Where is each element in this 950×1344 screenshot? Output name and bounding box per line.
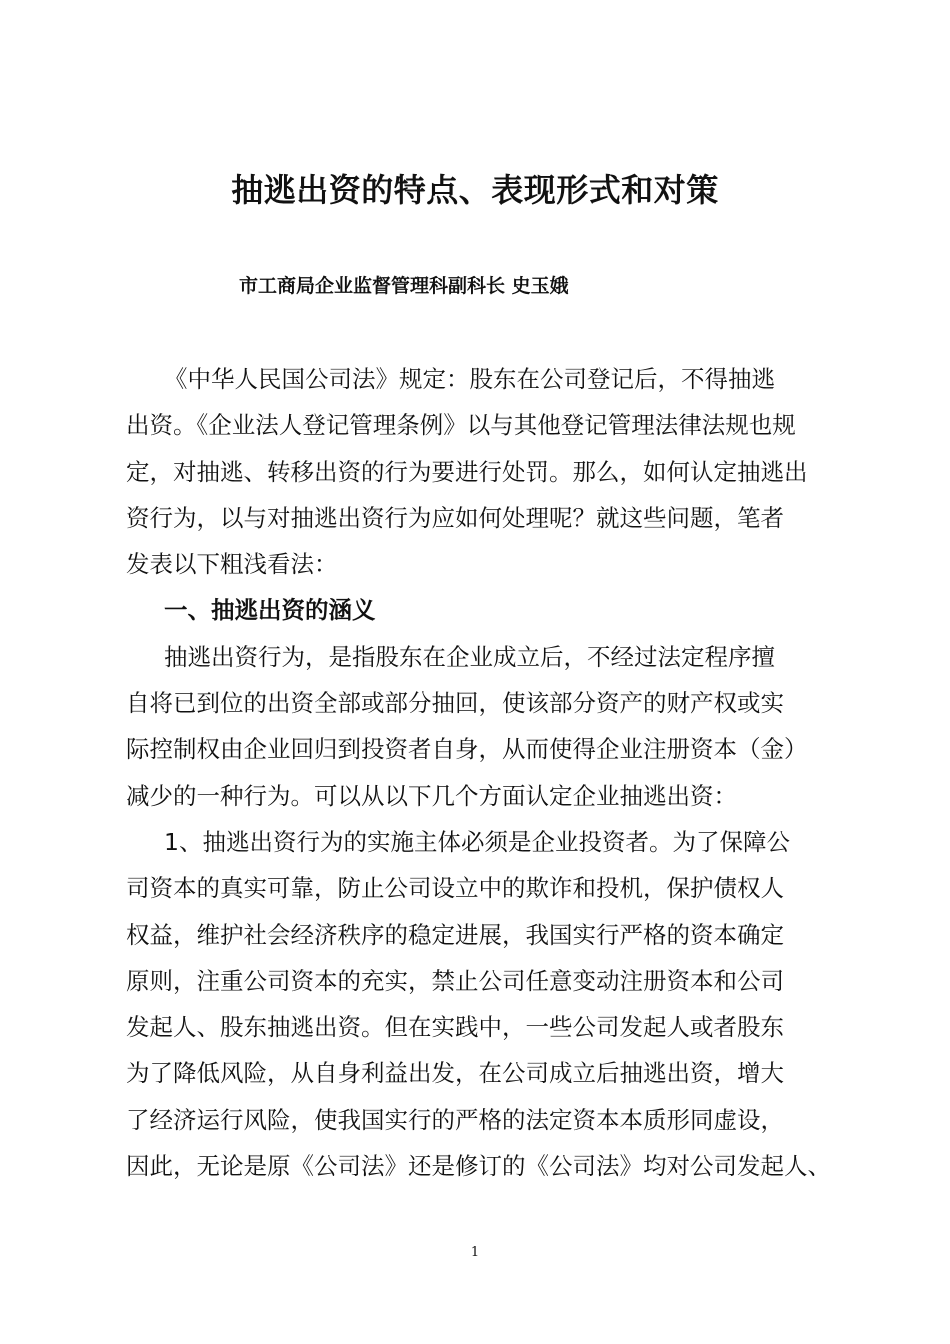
document-title: 抽逃出资的特点、表现形式和对策 xyxy=(231,171,719,209)
paragraph-line: 定，对抽逃、转移出资的行为要进行处罚。那么，如何认定抽逃出 xyxy=(126,457,808,486)
paragraph-line: 减少的一种行为。可以从以下几个方面认定企业抽逃出资： xyxy=(126,781,737,810)
document-body xyxy=(126,356,886,1189)
paragraph-line: 权益，维护社会经济秩序的稳定进展，我国实行严格的资本确定 xyxy=(126,920,784,949)
paragraph-line: 抽逃出资行为，是指股东在企业成立后，不经过法定程序擅 xyxy=(164,642,775,671)
paragraph-line: 了经济运行风险，使我国实行的严格的法定资本本质形同虚设， xyxy=(126,1105,784,1134)
paragraph-line: 因此，无论是原《公司法》还是修订的《公司法》均对公司发起人、 xyxy=(126,1152,831,1181)
section-heading: 一、抽逃出资的涵义 xyxy=(164,596,376,625)
paragraph-line: 发起人、股东抽逃出资。但在实践中，一些公司发起人或者股东 xyxy=(126,1013,784,1042)
paragraph-line: 为了降低风险，从自身利益出发，在公司成立后抽逃出资，增大 xyxy=(126,1059,784,1088)
paragraph-line: 出资。《企业法人登记管理条例》以与其他登记管理法律法规也规 xyxy=(126,411,796,440)
paragraph-line: 司资本的真实可靠，防止公司设立中的欺诈和投机，保护债权人 xyxy=(126,874,784,903)
author-line: 市工商局企业监督管理科副科长 史玉娥 xyxy=(239,275,569,297)
paragraph-line: 《中华人民国公司法》规定：股东在公司登记后，不得抽逃 xyxy=(164,365,775,393)
paragraph-line: 际控制权由企业回归到投资者自身，从而使得企业注册资本（金） xyxy=(126,735,808,764)
paragraph-line: 自将已到位的出资全部或部分抽回，使该部分资产的财产权或实 xyxy=(126,689,784,718)
paragraph-line: 原则，注重公司资本的充实，禁止公司任意变动注册资本和公司 xyxy=(126,966,784,995)
page-number: 1 xyxy=(470,1245,480,1260)
paragraph-line: 资行为，以与对抽逃出资行为应如何处理呢？就这些问题，笔者 xyxy=(126,503,784,532)
paragraph-line: 发表以下粗浅看法： xyxy=(126,550,338,579)
paragraph-line: 1、抽逃出资行为的实施主体必须是企业投资者。为了保障公 xyxy=(164,827,790,856)
